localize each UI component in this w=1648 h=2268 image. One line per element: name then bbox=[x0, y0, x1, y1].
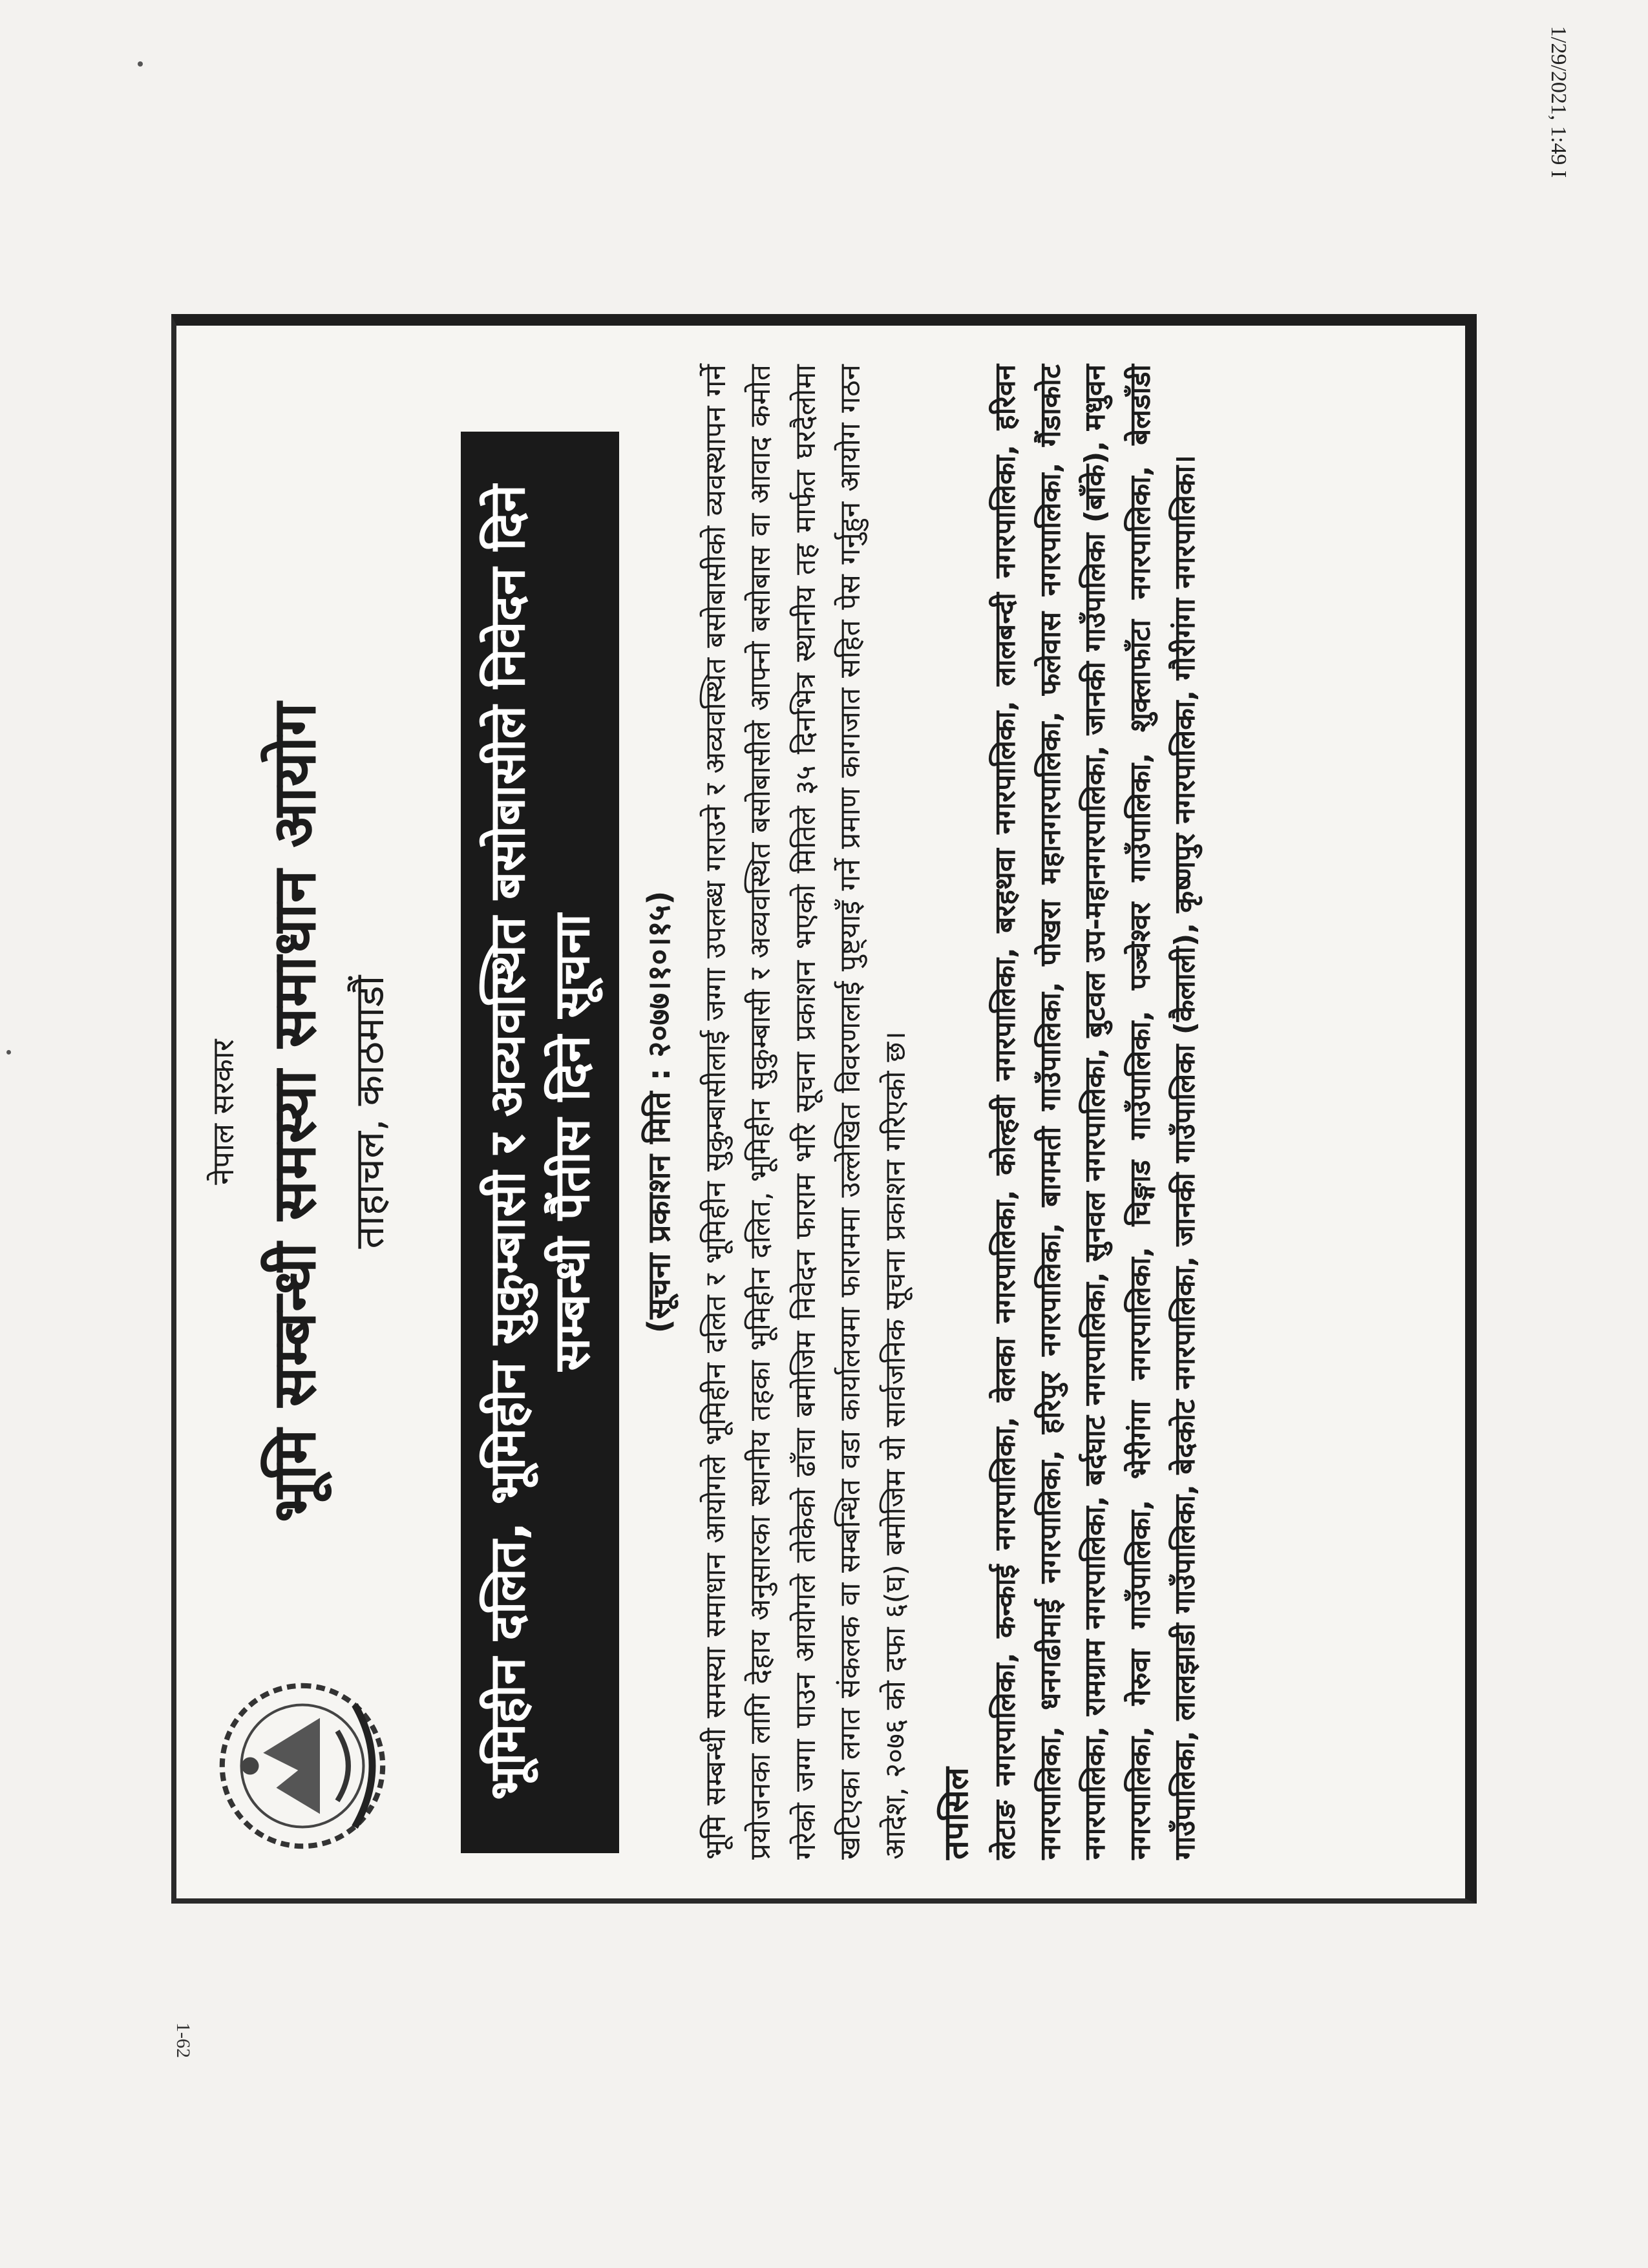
scan-timestamp: 1/29/2021, 1:49 I bbox=[1547, 26, 1570, 178]
notice-body: भूमि सम्बन्धी समस्या समाधान आयोगले भूमिहीन दलित र भूमिहीन सुकुम्बासीलाई जग्गा उपलब्ध गराउने र अव्यवस्थित बसोबासीको व्यवस्थापन गर्ने प्रयोजनका लागि देहाय अनुसारका स्थानीय तहका भूमिहीन दलित, भूमिहीन सुकुम्बासी र अव्यवस्थित बसोबासीले आफ्नो बसोबास वा आवाद कमोत गरेको जग्गा पाउन आयोगले तोकेको ढाँचा बमोजिम निवेदन फाराम भरि सूचना प्रकाशन भएको मितिले ३५ दिनभित्र स्थानीय तह मार्फत घरदैलोमा खटिएका लगत संकलक वा सम्बन्धित वडा कार्यालयमा फाराममा उल्लेखित विवरणलाई पुष्ट्याइँ गर्ने प्रमाण कागजात सहित पेस गर्नुहुन आयोग गठन आदेश, २०७६ को दफा ६(घ) बमोजिम यो सार्वजनिक सूचना प्रकाशन गरिएको छ। bbox=[699, 364, 912, 1860]
scan-speck bbox=[6, 1050, 11, 1055]
commission-name: भूमि सम्बन्धी समस्या समाधान आयोग bbox=[260, 702, 329, 1522]
schedule-list: लेटाङ नगरपालिका, कन्काई नगरपालिका, वेलका नगरपालिका, कोल्हवी नगरपालिका, बरहथवा नगरपालिका, लालबन्दी नगरपालिका, हरिवन नगरपालिका, धनगढीमाई नगरपालिका, हरिपुर नगरपालिका, बागमती गाउँपालिका, पोखरा महानगरपालिका, फलेवास नगरपालिका, गैंडाकोट नगरपालिका, रामग्राम नगरपालिका, बर्दघाट नगरपालिका, सुनवल नगरपालिका, बुटवल उप-महानगरपालिका, जानकी गाउँपालिका (बाँके), मधुवन नगरपालिका, गेरुवा गाउँपालिका, भेरीगंगा नगरपालिका, चिङ्गाड गाउँपालिका, पञ्चेश्वर गाउँपालिका, शुक्लाफाँटा नगरपालिका, बेलडाँडी गाउँपालिका, लालझाडी गाउँपालिका, बेदकोट नगरपालिका, जानकी गाउँपालिका (कैलाली), कृष्णपुर नगरपालिका, गौरीगंगा नगरपालिका। bbox=[989, 364, 1202, 1860]
government-name: नेपाल सरकार bbox=[206, 1039, 240, 1185]
publication-date: (सूचना प्रकाशन मिति : २०७७।१०।१५) bbox=[640, 890, 677, 1334]
page-mark: 1-62 bbox=[173, 2022, 194, 2058]
schedule-heading: तपसिल bbox=[937, 1767, 977, 1860]
nepal-government-emblem-icon bbox=[215, 1679, 390, 1853]
public-notice bbox=[171, 314, 1477, 1904]
scan-speck bbox=[138, 61, 143, 67]
notice-title: भूमिहीन दलित, भूमिहीन सुकुम्बासी र अव्यवस्थित बसोबासीले निवेदन दिने सम्बन्धी पैंतीस दिने सूचना bbox=[461, 432, 619, 1853]
office-location: ताहाचल, काठमाडौं bbox=[346, 975, 393, 1249]
notice-header bbox=[202, 364, 461, 1860]
